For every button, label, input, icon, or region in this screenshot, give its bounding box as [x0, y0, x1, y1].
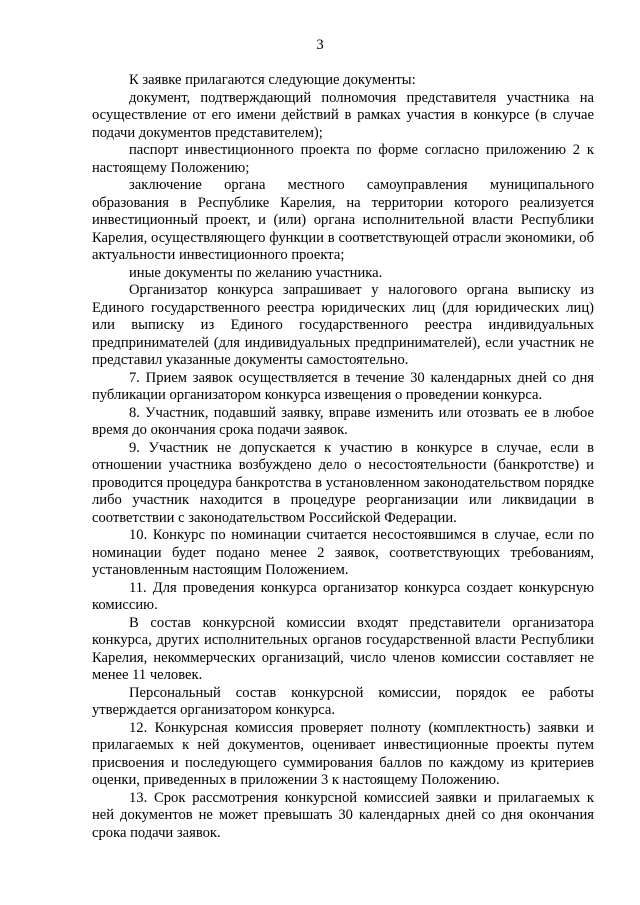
paragraph-municipal-conclusion: заключение органа местного самоуправления муниципального образования в Республике Карелия, на территории которого реализуется инвестиционный проект, и (или) органа исполнительной власти Республики Карелия, осуществляющего функции в соответствующей отрасли экономики, об актуальности инвестиционного проекта;	[92, 177, 594, 263]
paragraph-item-8: 8. Участник, подавший заявку, вправе изменить или отозвать ее в любое время до окончания срока подачи заявок.	[92, 404, 594, 438]
paragraph-item-9: 9. Участник не допускается к участию в конкурсе в случае, если в отношении участника возбуждено дело о несостоятельности (банкротстве) и проводится процедура банкротства в установленном законодательством порядке либо участник находится в процедуре реорганизации или ликвидации в соответствии с законодательством Российской Федерации.	[92, 439, 594, 526]
paragraph-project-passport: паспорт инвестиционного проекта по форме согласно приложению 2 к настоящему Положению;	[92, 142, 594, 176]
paragraph-item-12: 12. Конкурсная комиссия проверяет полноту (комплектность) заявки и прилагаемых к ней документов, оценивает инвестиционные проекты путем присвоения и последующего суммирования баллов по каждому из критериев оценки, приведенных в приложении 3 к настоящему Положению.	[92, 719, 594, 788]
paragraph-representative-authority: документ, подтверждающий полномочия представителя участника на осуществление от его имени действий в рамках участия в конкурсе (в случае подачи документов представителем);	[92, 89, 594, 141]
paragraph-item-10: 10. Конкурс по номинации считается несостоявшимся в случае, если по номинации будет подано менее 2 заявок, соответствующих требованиям, установленным настоящим Положением.	[92, 527, 594, 578]
paragraph-item-13: 13. Срок рассмотрения конкурсной комиссией заявки и прилагаемых к ней документов не может превышать 30 календарных дней со дня окончания срока подачи заявок.	[92, 789, 594, 841]
paragraph-other-documents: иные документы по желанию участника.	[129, 264, 383, 281]
paragraph-item-11: 11. Для проведения конкурса организатор конкурса создает конкурсную комиссию.	[92, 579, 594, 613]
paragraph-commission-composition: В состав конкурсной комиссии входят представители организатора конкурса, других исполнительных органов государственной власти Республики Карелия, некоммерческих организаций, число членов комиссии составляет не менее 11 человек.	[92, 614, 594, 683]
paragraph-item-7: 7. Прием заявок осуществляется в течение 30 календарных дней со дня публикации организатором конкурса извещения о проведении конкурса.	[92, 369, 594, 403]
page-number: 3	[316, 37, 324, 53]
paragraph-attachments-intro: К заявке прилагаются следующие документы:	[129, 72, 416, 88]
document-body	[92, 72, 594, 842]
paragraph-tax-extract: Организатор конкурса запрашивает у налогового органа выписку из Единого государственного реестра юридических лиц (для юридических лиц) или выписку из Единого государственного реестра индивидуальных предпринимателей (для индивидуальных предпринимателей), если участник не представил указанные документы самостоятельно.	[92, 282, 594, 368]
paragraph-commission-approval: Персональный состав конкурсной комиссии, порядок ее работы утверждается организатором конкурса.	[92, 684, 594, 718]
